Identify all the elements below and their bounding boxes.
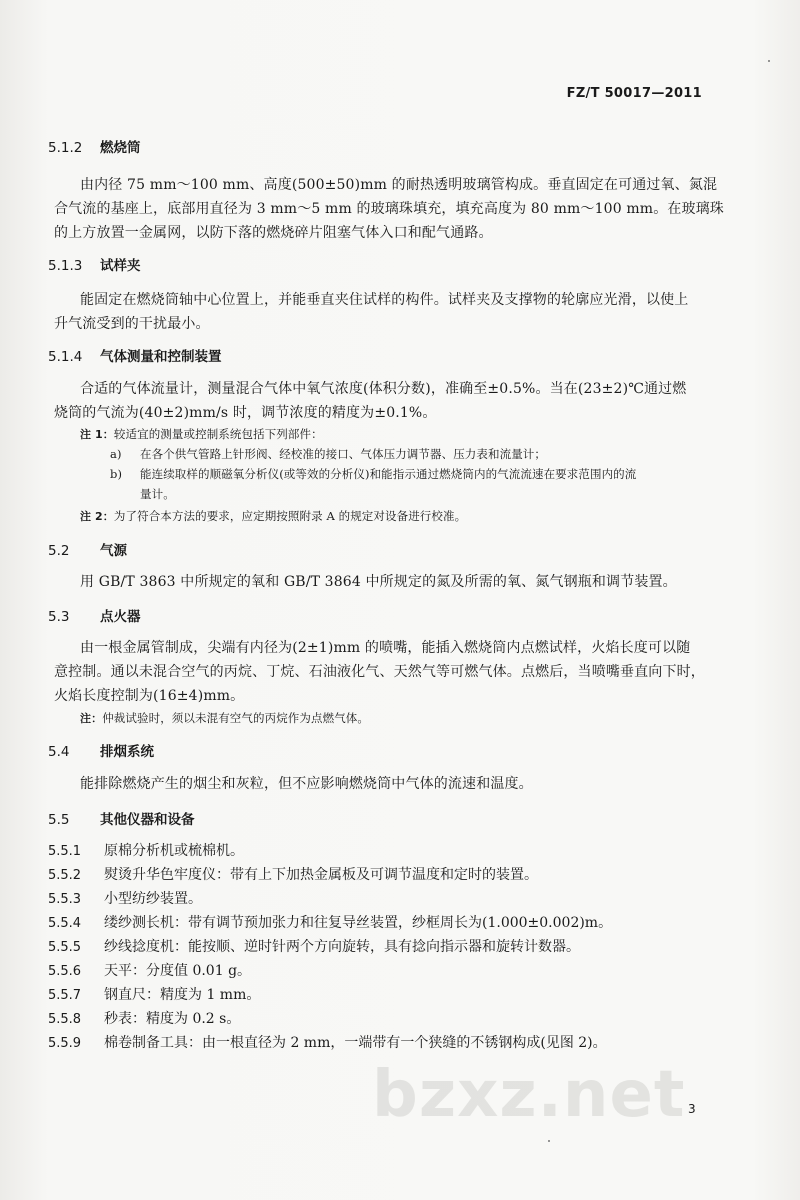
paragraph-line: 烧筒的气流为(40±2)mm/s 时，调节浓度的精度为±0.1%。 [54,405,437,421]
note [80,710,369,726]
paragraph-line: 意控制。通以未混合空气的丙烷、丁烷、石油液化气、天然气等可燃气体。点燃后，当喷嘴垂直向下时， [54,664,705,680]
note-2 [80,508,466,524]
item-number: 5.5.8 [48,1012,82,1027]
list-marker: a) [110,447,122,461]
item-text: 棉卷制备工具：由一根直径为 2 mm，一端带有一个狭缝的不锈钢构成(见图 2)。 [104,1035,607,1051]
item-text: 小型纺纱装置。 [104,891,202,907]
paragraph-line: 能固定在燃烧筒轴中心位置上，并能垂直夹住试样的构件。试样夹及支撑物的轮廓应光滑，以使上 [80,292,689,308]
paragraph-line: 能排除燃烧产生的烟尘和灰粒，但不应影响燃烧筒中气体的流速和温度。 [80,776,533,792]
item-text: 熨烫升华色牢度仪：带有上下加热金属板及可调节温度和定时的装置。 [104,867,538,883]
scan-speck [768,60,770,62]
paragraph-line: 火焰长度控制为(16±4)mm。 [54,688,245,704]
item-number: 5.5.7 [48,988,82,1003]
section-heading-5-2 [48,539,127,559]
section-heading-5-5 [48,808,195,828]
note-label: 注 1： [80,428,114,441]
page-number: 3 [688,1102,696,1116]
list-item-5-5-3 [48,888,202,908]
list-item-5-5-7 [48,984,260,1004]
note-1-item-b [110,466,636,482]
section-title: 其他仪器和设备 [100,812,195,828]
section-title: 试样夹 [100,258,141,274]
section-number: 5.2 [48,543,70,559]
paragraph-line: 由一根金属管制成，尖端有内径为(2±1)mm 的喷嘴，能插入燃烧筒内点燃试样，火焰长度可以随 [80,640,691,656]
item-text: 天平：分度值 0.01 g。 [104,963,252,979]
section-heading-5-4 [48,740,154,760]
section-title: 点火器 [100,609,141,625]
note-1 [80,426,323,442]
note-item-text: 在各个供气管路上针形阀、经校准的接口、气体压力调节器、压力表和流量计； [140,447,546,461]
list-item-5-5-4 [48,912,612,932]
standard-code: FZ/T 50017—2011 [566,86,702,101]
section-number: 5.4 [48,744,70,760]
note-text: 仲裁试验时，须以未混有空气的丙烷作为点燃气体。 [102,711,370,725]
paragraph-line: 的上方放置一金属网，以防下落的燃烧碎片阻塞气体入口和配气通路。 [54,225,493,241]
note-item-text: 能连续取样的顺磁氧分析仪(或等效的分析仪)和能指示通过燃烧筒内的气流流速在要求范围内的流 [140,467,637,481]
paragraph-line: 升气流受到的干扰最小。 [54,316,210,332]
section-number: 5.5 [48,812,70,828]
note-label: 注： [80,712,103,725]
section-number: 5.1.2 [48,140,83,156]
item-number: 5.5.9 [48,1036,82,1051]
list-item-5-5-5 [48,936,580,956]
item-number: 5.5.2 [48,868,82,883]
section-heading-5-1-3 [48,254,141,274]
list-item-5-5-6 [48,960,251,980]
item-number: 5.5.4 [48,916,82,931]
note-1-item-b-continued: 量计。 [140,487,175,501]
section-title: 燃烧筒 [100,140,141,156]
section-heading-5-3 [48,605,141,625]
item-number: 5.5.6 [48,964,82,979]
note-1-item-a [110,446,546,462]
section-title: 气体测量和控制装置 [100,349,222,365]
item-text: 纱线捻度机：能按顺、逆时针两个方向旋转，具有捻向指示器和旋转计数器。 [104,939,580,955]
section-title: 气源 [100,543,127,559]
item-text: 秒表：精度为 0.2 s。 [104,1011,241,1027]
list-item-5-5-2 [48,864,538,884]
note-text: 较适宜的测量或控制系统包括下列部件： [113,427,323,441]
list-item-5-5-8 [48,1008,240,1028]
item-text: 缕纱测长机：带有调节预加张力和往复导丝装置，纱框周长为(1.000±0.002)m。 [104,915,613,931]
item-number: 5.5.1 [48,844,82,859]
paragraph-line: 用 GB/T 3863 中所规定的氧和 GB/T 3864 中所规定的氮及所需的氧、氮气钢瓶和调节装置。 [80,574,677,590]
note-label: 注 2： [80,510,114,523]
item-number: 5.5.3 [48,892,82,907]
paragraph-line: 由内径 75 mm～100 mm、高度(500±50)mm 的耐热透明玻璃管构成。垂直固定在可通过氧、氮混 [80,177,718,193]
item-text: 原棉分析机或梳棉机。 [104,843,244,859]
section-number: 5.1.4 [48,349,83,365]
scan-speck [548,1140,550,1142]
item-text: 钢直尺：精度为 1 mm。 [104,987,261,1003]
section-heading-5-1-4 [48,345,222,365]
item-number: 5.5.5 [48,940,82,955]
list-marker: b) [110,467,123,481]
note-text: 为了符合本方法的要求，应定期按照附录 A 的规定对设备进行校准。 [113,509,467,523]
paragraph-line: 合气流的基座上，底部用直径为 3 mm～5 mm 的玻璃珠填充，填充高度为 80 mm～100 mm。在玻璃珠 [54,201,724,217]
section-number: 5.3 [48,609,70,625]
list-item-5-5-1 [48,840,244,860]
section-title: 排烟系统 [100,744,154,760]
paragraph-line: 合适的气体流量计，测量混合气体中氧气浓度(体积分数)，准确至±0.5%。当在(23±2)℃通过燃 [80,381,687,397]
list-item-5-5-9 [48,1032,607,1052]
section-heading-5-1-2 [48,136,141,156]
section-number: 5.1.3 [48,258,83,274]
watermark: bzxz.net [372,1058,686,1132]
